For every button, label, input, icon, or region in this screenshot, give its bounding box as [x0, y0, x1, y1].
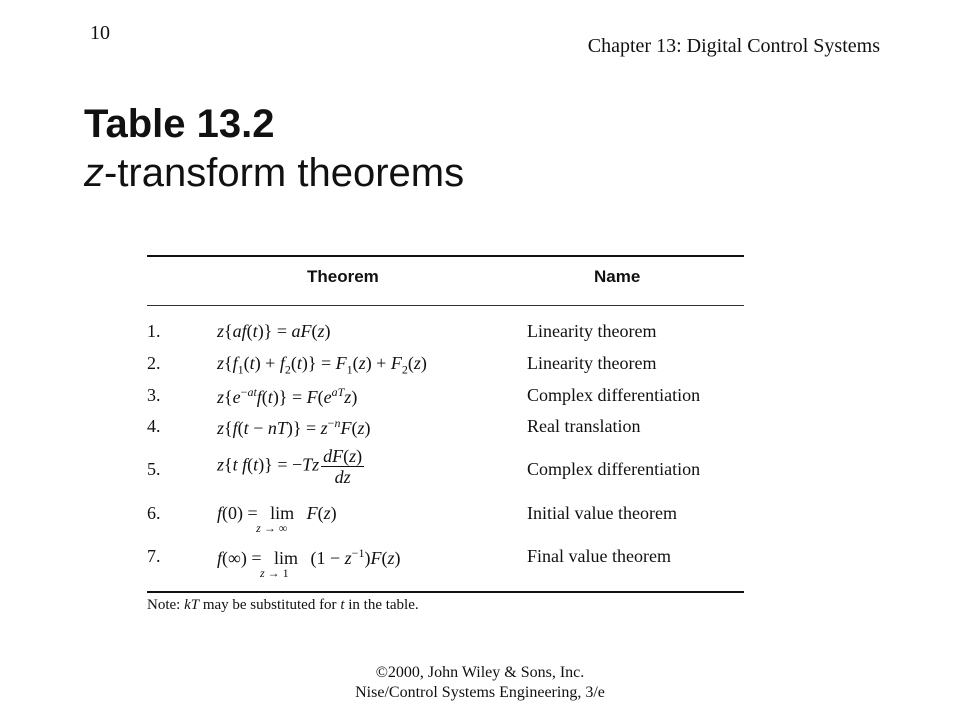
row-formula: $z\{e^{-at}f(t)\} = F(e^{aT}z)$: [217, 385, 358, 407]
row-number: 4.: [147, 416, 161, 436]
subtitle-rest: -transform theorems: [104, 151, 465, 195]
row-number: 5.: [147, 459, 161, 479]
row-number: 1.: [147, 321, 161, 341]
header-name: Name: [594, 267, 641, 286]
note-suffix: in the table.: [344, 597, 419, 613]
row-name: Real translation: [527, 416, 641, 436]
row-formula: f(0) = lim z → ∞ F(z): [217, 503, 337, 535]
row-formula: f(∞) = lim z → 1 $(1 - z^{-1})F(z)$: [217, 546, 401, 580]
row-name: Complex differentiation: [527, 385, 701, 405]
note-kt: kT: [184, 597, 200, 613]
row-number: 7.: [147, 546, 161, 566]
row-name: Linearity theorem: [527, 353, 657, 373]
title-block: [84, 100, 464, 198]
slide-number: 10: [90, 22, 110, 44]
footer-copyright: ©2000, John Wiley & Sons, Inc.: [375, 664, 585, 681]
row-formula: $z\{f(t - nT)\} = z^{-n}F(z)$: [217, 416, 371, 438]
header-theorem: Theorem: [307, 267, 379, 286]
note-prefix: Note:: [147, 597, 185, 613]
note-t: t: [340, 597, 345, 613]
table-bottom-rule: [147, 591, 744, 593]
row-number: 2.: [147, 353, 161, 373]
note-middle: may be substituted for: [199, 597, 341, 613]
row-formula: $z\{f_1(t) + f_2(t)\} = F_1(z) + F_2(z)$: [217, 353, 427, 377]
row-name: Complex differentiation: [527, 459, 701, 479]
theorem-table: [147, 255, 744, 614]
row-number: 3.: [147, 385, 161, 405]
table-header: [147, 257, 744, 305]
row-number: 6.: [147, 503, 161, 523]
subtitle-z: z: [84, 151, 104, 195]
page-title: Table 13.2: [84, 102, 275, 146]
page-subtitle: [84, 148, 464, 198]
row-name: Linearity theorem: [527, 321, 657, 341]
row-name: Final value theorem: [527, 546, 671, 566]
footer: [0, 663, 960, 703]
row-formula: z{t f(t)} = −Tz $\frac{dF(z)}{dz}$: [217, 446, 363, 487]
table-note: [147, 597, 744, 614]
row-name: Initial value theorem: [527, 503, 677, 523]
footer-book: Nise/Control Systems Engineering, 3/e: [355, 684, 605, 701]
table-body: [147, 306, 744, 591]
chapter-title: Chapter 13: Digital Control Systems: [587, 35, 880, 57]
row-formula: z{af(t)} = aF(z): [217, 321, 331, 341]
